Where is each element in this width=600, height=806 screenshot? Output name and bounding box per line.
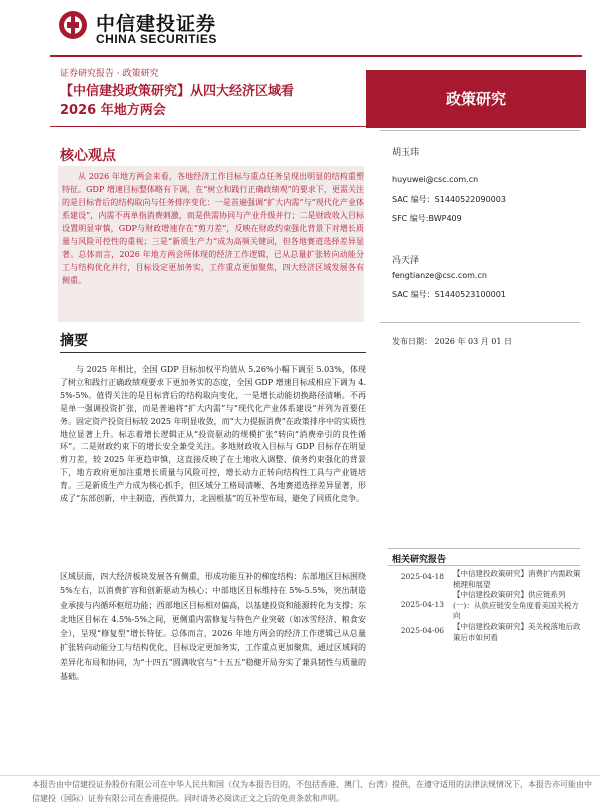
header-divider bbox=[50, 55, 582, 57]
analyst-name: 胡玉玮 bbox=[392, 148, 420, 158]
summary-paragraph-2: 区域层面，四大经济板块发展各有侧重，形成功能互补的梯度结构：东部地区目标围绕 5%左右，以消费扩容和创新驱动为核心；中部地区目标维持在 5%-5.5%，突出制造业承接与内循环枢纽功能；西部地区目标相对偏高，以基建投资和能源转化为支撑；东北地区目标在 4.5%-5%之间，更侧重内需修复与特色产业突破（如冰雪经济、粮食安全），呈现“修复型”增长特征。总体而言，2026 年地方两会的经济工作逻辑已从总量扩张转向动能分工与结构优化，目标设定更加务实，工作重点更加聚焦，通过区域间的差异化布局和协同，为“十四五”圆满收官与“十五五”稳健开局夯实了兼具韧性与质量的基础。 bbox=[60, 572, 366, 682]
related-research-heading: 相关研究报告 bbox=[392, 555, 447, 565]
brand-name-cn: 中信建投证券 bbox=[96, 13, 217, 35]
section-banner-label: 政策研究 bbox=[445, 90, 506, 108]
title-divider bbox=[50, 126, 366, 127]
key-view-text: 从 2026 年地方两会来看，各地经济工作目标与重点任务呈现出明显的结构重塑特征。GDP 增速目标整体略有下调，在“树立和践行正确政绩观”的要求下，更需关注的是目标背后的结构取向与任务排序变化：一是首遍强调“扩大内需”与“现代化产业体系建设”，内需不再单指消费刺激，而是供需协同与产业升级并行；二是财政收入目标设置明显审慎，GDP与财政增速存在“剪刀差”，反映在财政约束强化背景下对增长质量与风险可控性的重视；三是“新质生产力”成为高频关键词，但各地赛道选择差异显著。总体而言，2026 年地方两会所体现的经济工作逻辑，已从总量扩张转向动能分工与结构优化并行，目标设定更加务实，工作重点更加聚焦，四大经济区域发展各有侧重。 bbox=[62, 172, 364, 286]
brand-name-en: CHINA SECURITIES bbox=[96, 32, 217, 46]
analyst-email[interactable]: huyuwei@csc.com.cn bbox=[392, 175, 479, 184]
related-item-date: 2025-04-06 bbox=[400, 626, 444, 635]
summary-heading: 摘要 bbox=[60, 333, 88, 349]
analyst-name: 冯天泽 bbox=[392, 256, 420, 266]
analyst-sac-number: SAC 编号：S1440522090003 bbox=[392, 195, 506, 204]
report-category: 证券研究报告 · 政策研究 bbox=[60, 69, 159, 79]
related-divider-top bbox=[388, 548, 580, 549]
company-logo-icon bbox=[58, 10, 88, 40]
summary-paragraph-1: 与 2025 年相比，全国 GDP 目标加权平均值从 5.26%小幅下调至 5.03%，体现了树立和践行正确政绩观要求下更加务实的态度，全国 GDP 增速目标成相应下调为 4.5%-5%。值得关注的是目标背后的结构取向变化，一是增长动能切换路径清晰。不再是单一强调投资扩张，而是普遍将“扩大内需”与“现代化产业体系建设”并列为首要任务。固定资产投资目标较 2025 年明显收敛，而“大力提振消费”在政策排序中的实质性地位显著上升。标志着增长逻辑正从“投资驱动的规模扩张”转向“消费牵引的良性循环”。二是财政约束下的增长安全兼受关注。多地财政收入目标与 GDP 目标存在明显剪刀差，较 2025 年更趋审慎，这直接反映了在土地收入调整、债务约束强化的背景下，地方政府更加注重增长质量与风险可控，增长动力正转向结构性工具与产业链培育。三是新质生产力成为核心抓手，但区域分工格局清晰、各地赛道选择差异显著，形成了“东部创新，中主制造，西供算力，北固根基”的互补型布局，避免了同质化竞争。 bbox=[60, 365, 366, 504]
related-item-title[interactable]: 【中信建投政策研究】供应链系列(一)：从供应链安全角度看美国关税方向 bbox=[453, 590, 579, 621]
related-item-date: 2025-04-18 bbox=[400, 572, 444, 581]
footer-divider bbox=[0, 775, 600, 776]
analyst-email[interactable]: fengtianze@csc.com.cn bbox=[392, 271, 487, 280]
disclaimer-footer: 本报告由中信建投证券股份有限公司在中华人民共和国（仅为本报告目的，不包括香港、澳门、台湾）提供，在遵守适用的法律法规情况下，本报告亦可能由中信建投（国际）证券有限公司在香港提供。同时请务必阅读正文之后的免责条款和声明。 bbox=[32, 780, 592, 803]
analyst-sac-number: SAC 编号：S1440523100001 bbox=[392, 290, 506, 299]
publish-date: 发布日期： 2026 年 03 月 01 日 bbox=[392, 337, 512, 346]
analyst-divider bbox=[380, 130, 580, 131]
related-item-date: 2025-04-13 bbox=[400, 600, 444, 609]
date-divider bbox=[380, 322, 580, 323]
related-item-title[interactable]: 【中信建投政策研究】美关税落地后政策后市如何看 bbox=[453, 622, 581, 642]
related-divider bbox=[388, 565, 580, 566]
analyst-sfc-number: SFC 编号:BWP409 bbox=[392, 214, 462, 223]
report-title-line1: 【中信建投政策研究】从四大经济区域看 bbox=[60, 84, 295, 99]
related-item-title[interactable]: 【中信建投政策研究】消费扩内需政策梳理和展望 bbox=[453, 569, 581, 589]
key-view-heading: 核心观点 bbox=[60, 148, 116, 164]
summary-divider bbox=[60, 352, 366, 353]
report-title-line2: 2026 年地方两会 bbox=[60, 103, 166, 118]
